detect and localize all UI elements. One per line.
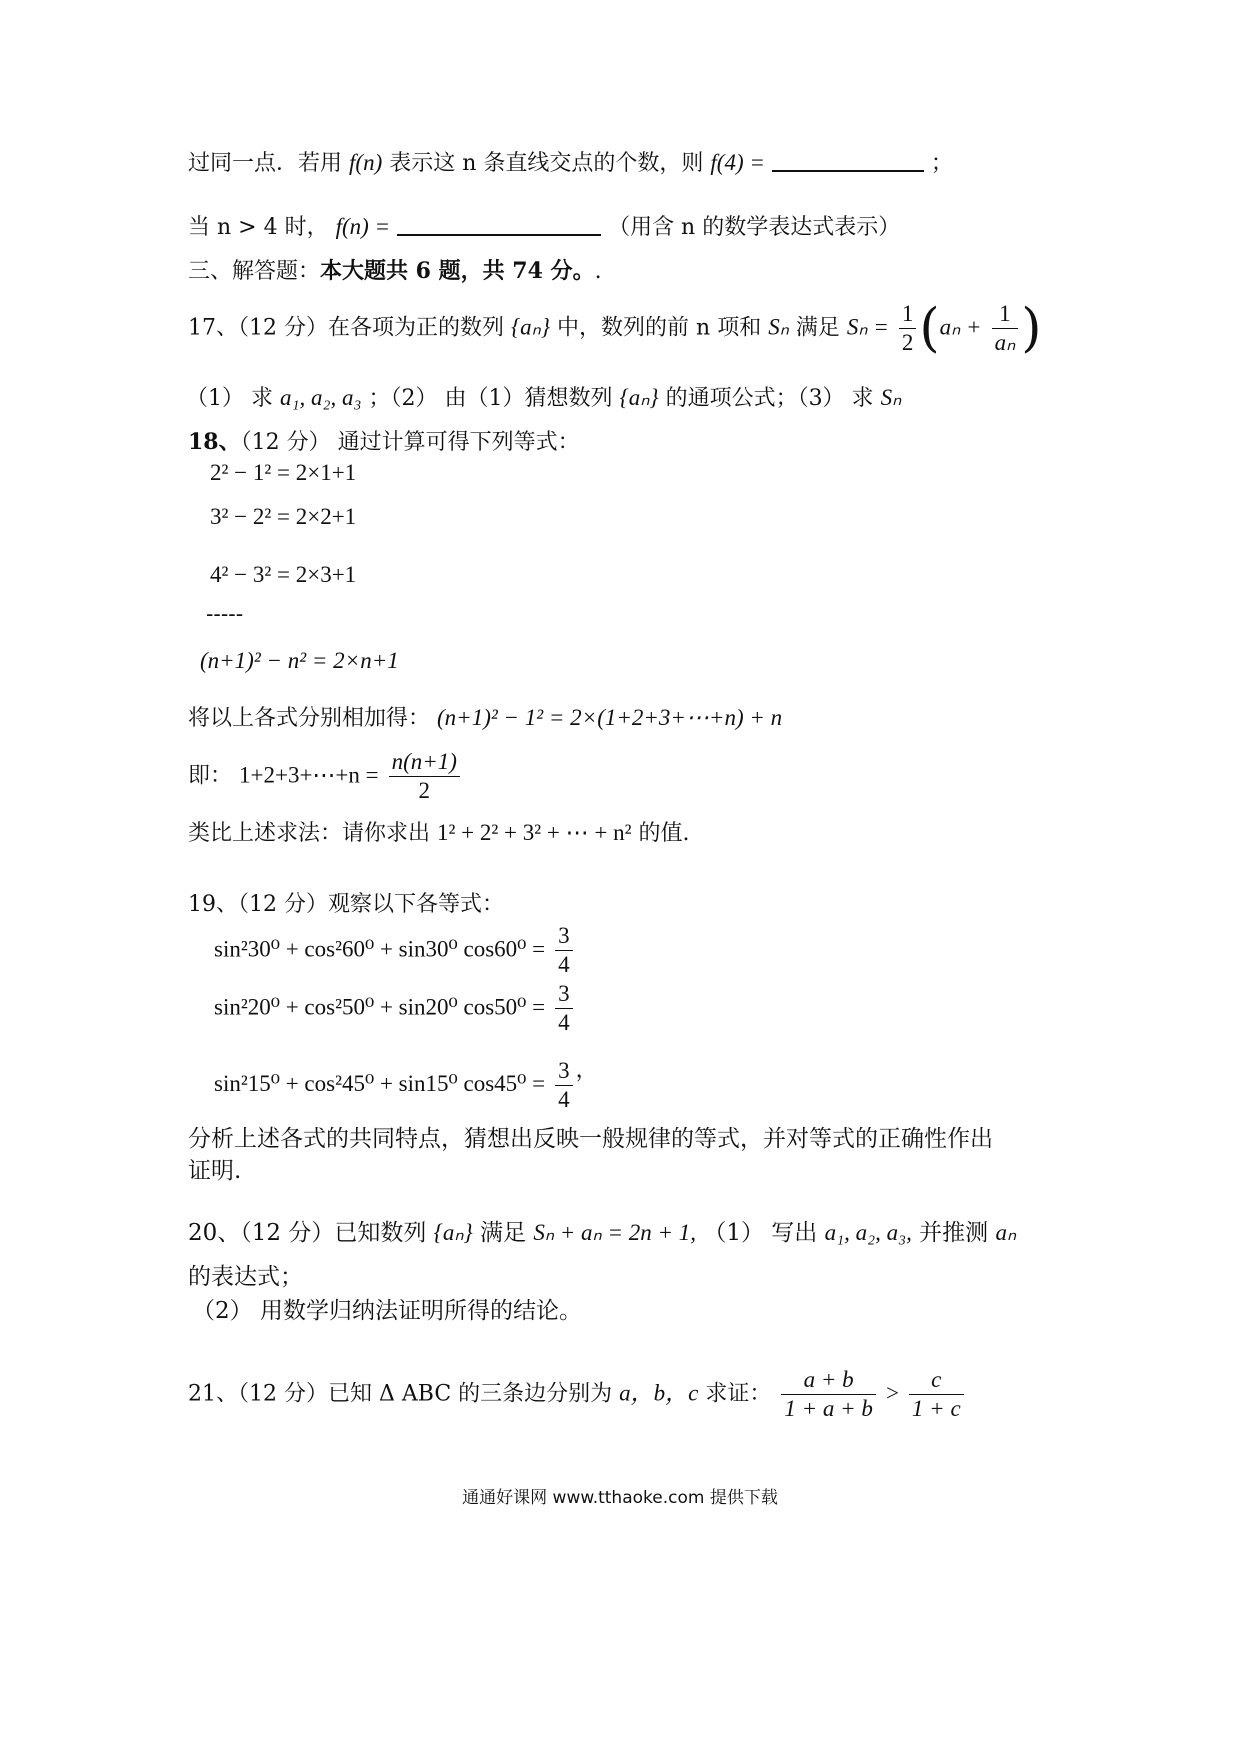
q19-eq2 (214, 980, 576, 1037)
q18-analog-end: 的值. (638, 821, 690, 846)
q17-part3: 的通项公式；（3） 求 (665, 386, 874, 411)
q17-an-plus: aₙ + (939, 314, 982, 340)
q21-right-den: 1 + c (911, 1396, 961, 1421)
q17-a123: a₁, a₂, a₃ (280, 385, 362, 410)
q18-ie-den: 2 (418, 778, 431, 803)
q17-seq: {aₙ} (510, 314, 551, 340)
q17-inv-den: aₙ (994, 330, 1016, 355)
q21-abc: a，b，c (619, 1380, 699, 1406)
q19-analysis-2: 证明. (188, 1158, 242, 1184)
q16-text-3: ； (930, 151, 953, 176)
section3-prefix: 三、解答题： (188, 259, 321, 284)
q16-text-2: 表示这 n 条直线交点的个数，则 (389, 151, 704, 176)
q20-head: 20、（12 分）已知数列 (188, 1220, 427, 1246)
q17-mid: 中，数列的前 n 项和 (557, 315, 762, 341)
q20-an: aₙ (995, 1220, 1017, 1245)
q18-ie-num: n(n+1) (389, 748, 460, 777)
q16-text-5: （用含 n 的数学表达式表示） (608, 215, 901, 240)
section3-dot: . (594, 259, 602, 284)
q18-sum (188, 703, 782, 734)
q17-inv-fraction (992, 300, 1019, 357)
q16-line2 (188, 212, 900, 243)
q19-eq1-den: 4 (558, 952, 570, 977)
q19-eq3-fraction (555, 1057, 573, 1114)
section3-bold: 本大题共 6 题，共 74 分。 (320, 258, 595, 284)
q18-eq3: 4² − 3² = 2×3+1 (210, 562, 357, 587)
q17-parts (186, 383, 901, 414)
q17-stem (188, 300, 1042, 357)
q17-part2: ；（2） 由（1）猜想数列 (368, 386, 613, 411)
q19-eq1 (214, 922, 576, 979)
q21-stem (188, 1366, 967, 1423)
q19-eq3-comma: ， (575, 1058, 598, 1083)
q21-right-fraction (909, 1366, 964, 1423)
q21-left-num: a + b (781, 1366, 876, 1395)
q21-prove: 求证： (705, 1381, 772, 1407)
q17-half-fraction (899, 300, 917, 357)
q17-head: 17、（12 分）在各项为正的数列 (188, 315, 504, 341)
q16-text-1: 过同一点．若用 (188, 151, 343, 176)
q18-stem (188, 427, 580, 458)
q17-part1: （1） 求 (186, 386, 273, 411)
q18-ie-label: 即： (188, 763, 233, 789)
q17-half-num: 1 (899, 300, 917, 329)
q17-Sn-2: Sₙ (880, 385, 902, 410)
q19-eq2-left: sin²20⁰ + cos²50⁰ + sin20⁰ cos50⁰ = (214, 994, 546, 1020)
q21-gt: > (885, 1380, 899, 1406)
q16-answer-blank-1 (772, 148, 924, 172)
q16-f4: f(4) = (710, 150, 765, 175)
q17-right-paren: ) (1021, 298, 1042, 359)
q17-Sn: Sₙ (768, 314, 789, 340)
q20-p1b: 并推测 (919, 1220, 989, 1246)
q19-eq3-num: 3 (555, 1057, 573, 1086)
q17-mid2: 满足 (795, 315, 840, 341)
q20-seq: {aₙ} (433, 1220, 473, 1245)
q20-line2: 的表达式； (188, 1264, 303, 1290)
q18-eq4: (n+1)² − n² = 2×n+1 (200, 648, 399, 673)
q19-eq3-den: 4 (558, 1086, 570, 1112)
q17-eq-left: Sₙ = (846, 314, 889, 340)
q20-mid: 满足 (480, 1220, 527, 1246)
q18-eq1: 2² − 1² = 2×1+1 (210, 460, 357, 485)
q21-head: 21、（12 分）已知 Δ ABC 的三条边分别为 (188, 1381, 613, 1407)
q17-left-paren: ( (919, 298, 940, 359)
q19-eq2-den: 4 (558, 1010, 570, 1035)
page-footer: 通通好课网 www.tthaoke.com 提供下载 (462, 1488, 778, 1508)
q18-ie-fraction (389, 748, 460, 805)
q19-eq2-fraction (555, 980, 573, 1037)
q20-cond: Sₙ + aₙ = 2n + 1, (533, 1220, 696, 1245)
q20-vals: a₁, a₂, a₃, (824, 1220, 912, 1245)
q17-inv-num: 1 (992, 300, 1019, 329)
q19-eq3 (214, 1056, 598, 1114)
q18-eq2: 3² − 2² = 2×2+1 (210, 504, 357, 529)
q18-number: 18、 (188, 429, 241, 455)
q21-right-num: c (909, 1366, 964, 1395)
q16-line1 (188, 148, 953, 179)
q18-analog (188, 818, 689, 849)
q17-half-den: 2 (901, 330, 914, 355)
q20-p1: （1） 写出 (703, 1220, 818, 1246)
q16-text-4: 当 n > 4 时， (188, 215, 329, 240)
q18-analog-text: 类比上述求法：请你求出 (188, 821, 431, 846)
q16-answer-blank-2 (397, 212, 601, 236)
q16-fn: f(n) (349, 150, 383, 175)
q18-dashes: ----- (206, 602, 244, 627)
q19-eq1-left: sin²30⁰ + cos²60⁰ + sin30⁰ cos60⁰ = (214, 936, 546, 962)
q16-fn-eq: f(n) = (335, 214, 391, 239)
q19-stem: 19、（12 分）观察以下各等式： (188, 892, 504, 917)
q18-sum-label: 将以上各式分别相加得： (188, 706, 431, 731)
q20-line3: （2） 用数学归纳法证明所得的结论。 (192, 1298, 582, 1324)
q21-left-den: 1 + a + b (784, 1396, 873, 1421)
q19-analysis-1: 分析上述各式的共同特点，猜想出反映一般规律的等式，并对等式的正确性作出 (188, 1126, 993, 1152)
q17-seq-2: {aₙ} (619, 385, 659, 410)
q19-eq1-num: 3 (555, 922, 573, 951)
q18-ie (188, 748, 463, 805)
q19-eq2-num: 3 (555, 980, 573, 1009)
q19-eq3-left: sin²15⁰ + cos²45⁰ + sin15⁰ cos45⁰ = (214, 1071, 546, 1096)
q18-head: （12 分） 通过计算可得下列等式： (240, 430, 580, 455)
section3-heading (188, 256, 602, 287)
q21-left-fraction (781, 1366, 876, 1423)
q20-stem (188, 1218, 1016, 1248)
q18-sum-eq: (n+1)² − 1² = 2×(1+2+3+⋯+n) + n (437, 705, 783, 730)
q18-analog-expr: 1² + 2² + 3² + ⋯ + n² (437, 820, 632, 845)
q18-ie-left: 1+2+3+⋯+n = (239, 762, 379, 788)
q19-eq1-fraction (555, 922, 573, 979)
